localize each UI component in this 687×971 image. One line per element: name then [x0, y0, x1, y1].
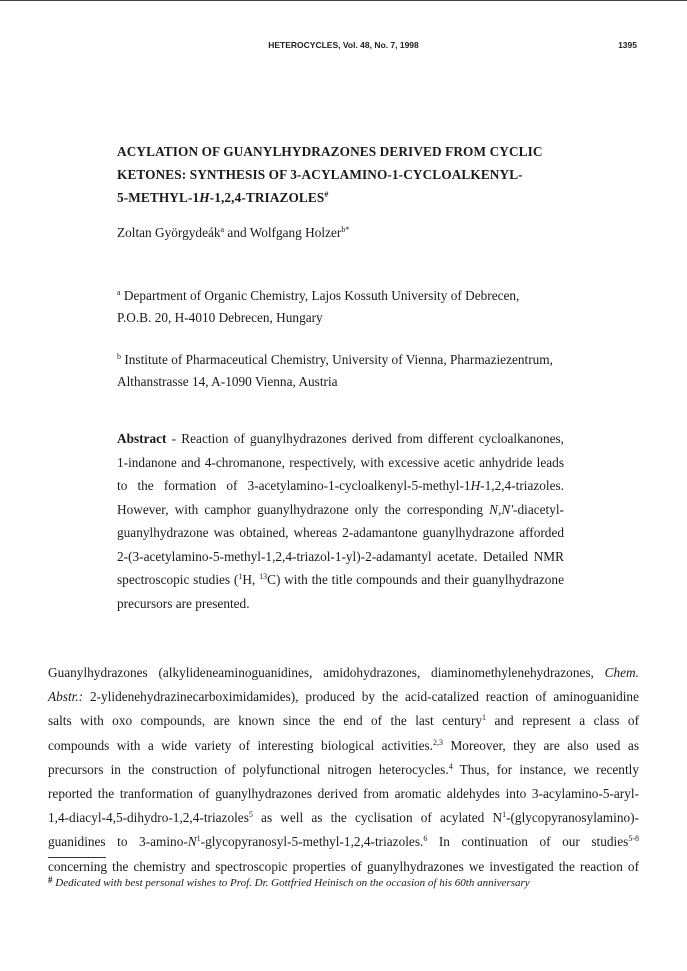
title-line: KETONES: SYNTHESIS OF 3-ACYLAMINO-1-CYCLOALKENYL-	[117, 167, 523, 182]
title-line: 5-METHYL-1H-1,2,4-TRIAZOLES#	[117, 190, 329, 205]
affiliation-a: $^a$ Department of Organic Chemistry, Lajos Kossuth University of Debrecen, P.O.B. 20, H-4010 Debrecen, Hungary	[117, 288, 520, 325]
author-name: Wolfgang Holzer	[249, 225, 342, 240]
footnote	[48, 877, 530, 889]
abstract-label: Abstract	[117, 431, 167, 446]
title-line: ACYLATION OF GUANYLHYDRAZONES DERIVED FROM CYCLIC	[117, 144, 543, 159]
author-affil-mark: b*	[341, 225, 350, 234]
running-head-journal: HETEROCYCLES, Vol. 48, No. 7, 1998	[268, 40, 419, 50]
affiliation-b: $^b$ Institute of Pharmaceutical Chemistry, University of Vienna, Pharmaziezentrum, Althanstrasse 14, A-1090 Vienna, Austria	[117, 352, 553, 389]
author-list: Zoltan Györgydeák$^a$ and Wolfgang Holzer$^{b*}$	[117, 225, 350, 240]
running-head	[0, 40, 687, 54]
body-text: Guanylhydrazones (alkylideneaminoguanidines, amidohydrazones, diaminomethylenehydrazones, Chem. Abstr.: 2-ylidenehydrazinecarboximidamides), produced by the acid-catalized reaction of aminoguanidine salts with oxo compounds, are known since the end of the last century$^1$ and represent a class of compounds with a wide variety of interesting biological activities.$^{2,3}$ Moreover, they are also used as precursors in the construction of polyfunctional nitrogen heterocycles.$^4$ Thus, for instance, we recently reported the tranformation of guanylhydrazones derived from aromatic aldehydes into 3-acylamino-5-aryl- 1,4-diacyl-4,5-dihydro-1,2,4-triazoles$^5$ as well as the cyclisation of acylated $N^1-(glycopyranosylamino)-$ guanidines to $3-amino-N^1-glycopyranosyl-5-methyl-1,2,4-triazoles.^6$ In continuation of our studies$^{5-8}$ concerning the chemistry and spectroscopic properties of guanylhydrazones we investigated the reaction of	[48, 665, 639, 874]
article-title	[117, 140, 587, 209]
author-name: Zoltan Györgydeák	[117, 225, 221, 240]
footnote-text: Dedicated with best personal wishes to Prof. Dr. Gottfried Heinisch on the occasion of his 60th anniversary	[55, 877, 530, 889]
footnote-rule	[48, 857, 106, 858]
top-border	[0, 0, 687, 1]
footnote-mark: #	[48, 875, 53, 885]
author-affil-mark: a	[220, 225, 225, 234]
abstract: Abstract - Reaction of guanylhydrazones derived from different cycloalkanones, 1-indanone and 4-chromanone, respectively, with excessive acetic anhydride leads to the formation of 3-acetylamino-1-cycloalkenyl-5-methyl-1H-1,2,4-triazoles. However, with camphor guanylhydrazone only the corresponding N,N'-diacetyl- guanylhydrazone was obtained, whereas 2-adamantone guanylhydrazone afforded 2-(3-acetylamino-5-methyl-1,2,4-triazol-1-yl)-2-adamantyl acetate. Detailed NMR spectroscopic studies ($^1$H, $^{13}$C) with the title compounds and their guanylhydrazone precursors are presented.	[117, 431, 564, 611]
page-number: 1395	[618, 40, 637, 50]
